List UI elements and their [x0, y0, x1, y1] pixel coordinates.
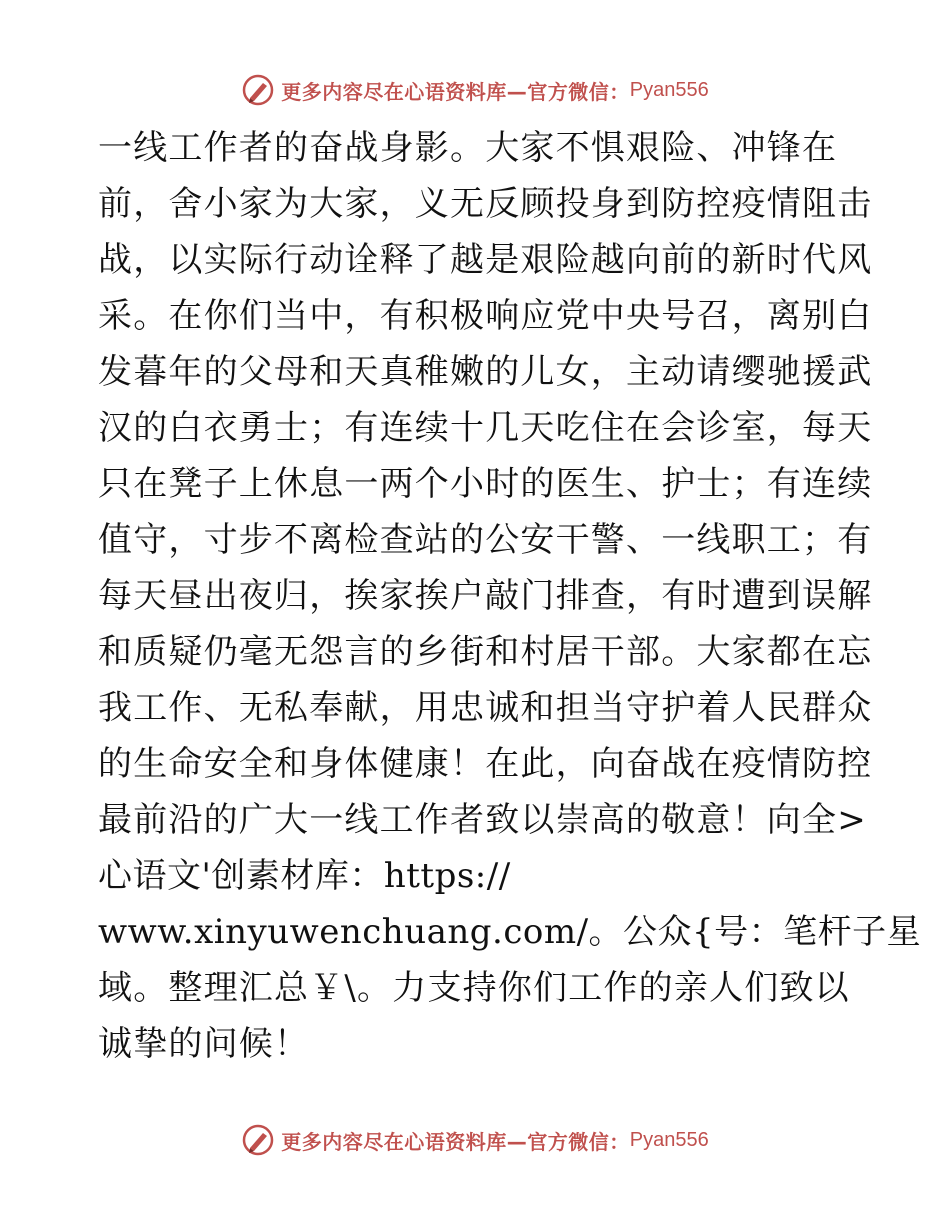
header-wechat-id: Pyan556: [629, 78, 709, 101]
body-line-8: 值守，寸步不离检查站的公安干警、一线职工；有: [98, 520, 873, 560]
body-line-2: 前，舍小家为大家，义无反顾投身到防控疫情阻击: [98, 184, 873, 224]
body-line-4: 采。在你们当中，有积极响应党中央号召，离别白: [98, 296, 873, 336]
pen-logo-icon: [241, 1123, 275, 1157]
body-line-17: 诚挚的问候！: [98, 1024, 310, 1064]
header-banner: [0, 70, 950, 110]
body-line-13: 最前沿的广大一线工作者致以崇高的敬意！向全>: [98, 800, 867, 840]
body-line-5: 发暮年的父母和天真稚嫩的儿女，主动请缨驰援武: [98, 352, 873, 392]
body-line-7: 只在凳子上休息一两个小时的医生、护士；有连续: [98, 464, 873, 504]
body-line-15: www.xinyuwenchuang.com/。公众{号：笔杆子星: [98, 912, 922, 952]
body-line-14: 心语文'创素材库：https://: [98, 856, 511, 896]
body-line-1: 一线工作者的奋战身影。大家不惧艰险、冲锋在: [98, 128, 838, 168]
body-line-6: 汉的白衣勇士；有连续十几天吃住在会诊室，每天: [98, 408, 873, 448]
body-line-12: 的生命安全和身体健康！在此，向奋战在疫情防控: [98, 744, 873, 784]
footer-banner: [0, 1120, 950, 1160]
body-line-11: 我工作、无私奉献，用忠诚和担当守护着人民群众: [98, 688, 873, 728]
document-body: [98, 120, 922, 1072]
footer-banner-text: 更多内容尽在心语资料库—官方微信：: [281, 1129, 630, 1154]
footer-wechat-id: Pyan556: [629, 1128, 709, 1151]
body-line-16: 域。整理汇总￥\。力支持你们工作的亲人们致以: [98, 968, 850, 1008]
body-line-3: 战，以实际行动诠释了越是艰险越向前的新时代风: [98, 240, 873, 280]
header-banner-text: 更多内容尽在心语资料库—官方微信：: [281, 79, 630, 104]
body-line-9: 每天昼出夜归，挨家挨户敲门排查，有时遭到误解: [98, 576, 873, 616]
pen-logo-icon: [241, 73, 275, 107]
body-line-10: 和质疑仍毫无怨言的乡街和村居干部。大家都在忘: [98, 632, 873, 672]
